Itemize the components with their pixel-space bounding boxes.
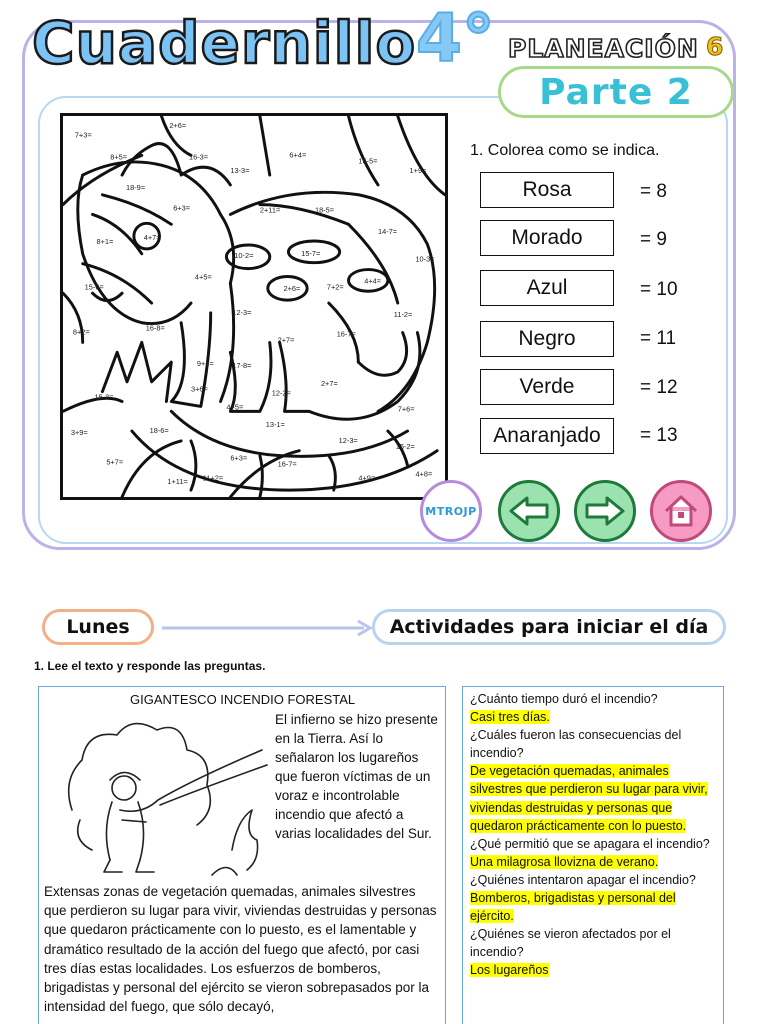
picture-label: 2+6= [283,284,301,294]
color-key-anaranjado: Anaranjado [480,418,614,454]
color-key-value: = 13 [640,425,678,446]
picture-label: 8+5= [110,152,128,162]
picture-label: 13-1= [265,420,285,430]
picture-label: 5+7= [106,457,124,467]
picture-label: 18-9= [126,182,146,192]
brand-title: Cuadernillo [32,9,417,77]
picture-label: 6+4= [289,150,307,160]
picture-label: 18-5= [315,205,335,215]
question: ¿Quiénes se vieron afectados por el incendio? [470,927,671,960]
part-badge [498,66,734,118]
question: ¿Quiénes intentaron apagar el incendio? [470,872,696,887]
picture-label: 18-6= [149,426,169,436]
color-key-verde: Verde [480,369,614,405]
color-key-rosa: Rosa [480,172,614,208]
question: ¿Qué permitió que se apagara el incendio? [470,836,710,851]
picture-label: 12-2= [271,388,291,398]
picture-labels [71,121,435,486]
picture-label: 2+11= [259,205,281,215]
picture-label: 4+4= [364,276,382,286]
section-title: Actividades para iniciar el día [372,609,726,645]
picture-label: 3+9= [70,427,88,437]
picture-label: 13-3= [230,166,250,176]
color-key-value: = 10 [640,279,678,300]
answer: Bomberos, brigadistas y personal del ejército. [470,891,676,924]
question: ¿Cuáles fueron las consecuencias del incendio? [470,728,682,761]
picture-label: 3+6= [190,384,208,394]
arrow-connector-icon [160,618,374,638]
picture-label: 15-3= [94,392,114,402]
arrow-left-icon [509,496,549,526]
picture-label: 16-3= [189,152,209,162]
story-intro: El infierno se hizo presente en la Tierra. Así lo señalaron los lugareños que fueron víctimas de un voraz e incontrolable incendio que afectó a varias localidades del Sur. [275,712,438,841]
picture-label: 2+7= [320,378,338,388]
picture-label: 17-8= [232,361,252,371]
picture-label: 4+5= [226,402,244,412]
picture-label: 7+3= [74,130,92,140]
color-key-morado: Morado [480,220,614,256]
picture-label: 1+9= [409,166,427,176]
picture-label: 12-3= [338,435,358,445]
coloring-instruction: 1. Colorea como se indica. [470,142,660,159]
picture-label: 16-8= [145,323,165,333]
firefighter-illustration [62,710,274,880]
plan-label: PLANEACIÓN [508,34,699,63]
task-instruction: 1. Lee el texto y responde las preguntas. [34,659,266,673]
picture-label: 6+3= [230,453,248,463]
picture-label: 15-2= [395,441,415,451]
picture-label: 12-3= [232,307,252,317]
picture-label: 16-7= [277,459,297,469]
day-badge: Lunes [42,609,154,645]
answer: Los lugareños [470,963,549,978]
picture-label: 10-3= [415,254,435,264]
picture-label: 9+1= [196,359,214,369]
part-label: Parte 2 [539,71,693,113]
picture-label: 4+8= [415,469,433,479]
next-page-button[interactable] [574,480,636,542]
plan-number: 6 [706,32,724,61]
picture-label: 2+7= [277,335,295,345]
picture-label: 15-7= [301,248,321,258]
picture-label: 6+3= [173,203,191,213]
arrow-right-icon [585,496,625,526]
color-key-negro: Negro [480,321,614,357]
grade-label: 4° [416,0,495,77]
answer: Una milagrosa llovizna de verano. [470,854,659,869]
color-key-value: = 9 [640,229,667,250]
picture-label: 16-7= [336,329,356,339]
coloring-picture [60,113,448,500]
answer: De vegetación quemadas, animales silvestres que perdieron su lugar para vivir, viviendas destruidas y personas que quedaron prácticamente con lo puesto. [470,764,708,833]
previous-page-button[interactable] [498,480,560,542]
questions-list [470,690,720,980]
author-logo[interactable] [420,480,482,542]
picture-label: 15-6= [84,282,104,292]
picture-label: 4+5= [194,272,212,282]
color-key-value: = 8 [640,181,667,202]
question: ¿Cuánto tiempo duró el incendio? [470,692,658,706]
color-key-azul: Azul [480,270,614,306]
picture-label: 14-7= [378,227,398,237]
picture-label: 4+7= [143,233,161,243]
picture-label: 7+6= [397,404,415,414]
color-key-value: = 11 [640,328,677,349]
picture-label: 2+6= [169,120,187,130]
picture-label: 11-2= [393,309,413,319]
picture-label: 1+11= [167,477,188,487]
answer: Casi tres días. [470,710,550,725]
picture-label: 11+2= [202,473,224,483]
home-button[interactable] [650,480,712,542]
color-key-value: = 12 [640,377,678,398]
picture-label: 8+1= [96,236,114,246]
picture-label: 4+9= [358,473,376,483]
story-body: Extensas zonas de vegetación quemadas, animales silvestres que perdieron su lugar para vivir, viviendas destruidas y personas que quedaron prácticamente con lo puesto, es el lamentable y dramático resultado de la acción del fuego que afectó, por casi tres días estas localidades. Los esfuerzos de bomberos, brigadistas y personal del ejército se vieron sobrepasados por la intensidad del fuego, que sólo decayó, [44,884,437,1015]
picture-label: 7+2= [326,282,344,292]
home-icon [663,494,699,528]
picture-label: 15-5= [358,156,378,166]
coloring-drawing [63,116,445,497]
picture-label: 8+2= [72,327,90,337]
story-title: GIGANTESCO INCENDIO FORESTAL [130,692,356,707]
logo-text: MTROJP [425,504,477,518]
picture-label: 10-2= [234,250,254,260]
